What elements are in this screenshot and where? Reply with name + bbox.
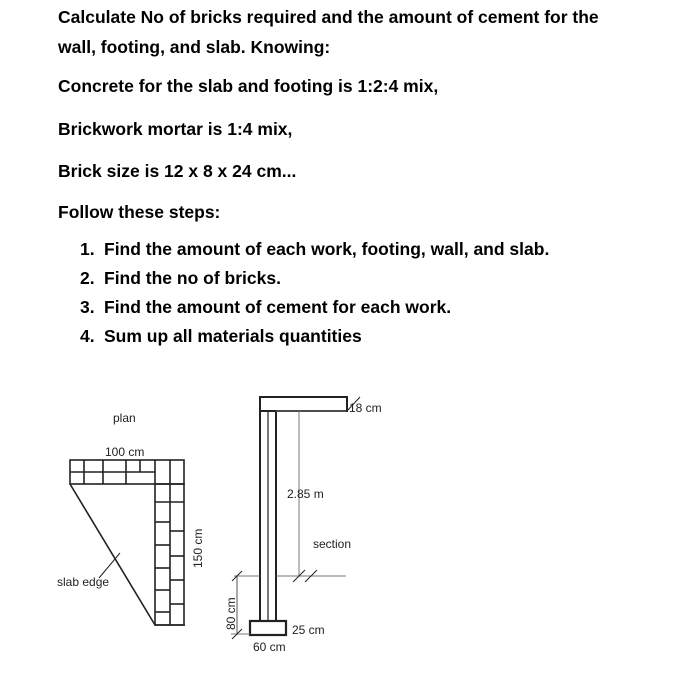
step-number: 2. <box>80 268 95 288</box>
steps-list <box>80 238 549 354</box>
step-text: Sum up all materials quantities <box>104 326 362 346</box>
question-line-2: wall, footing, and slab. Knowing: <box>58 37 331 57</box>
step-number: 3. <box>80 297 95 317</box>
question-line-1: Calculate No of bricks required and the amount of cement for the <box>58 7 599 27</box>
section-slab <box>260 397 347 411</box>
slab-edge-line <box>70 484 155 625</box>
step-text: Find the no of bricks. <box>104 268 281 288</box>
slab-edge-label: slab edge <box>57 575 110 589</box>
section-title: section <box>313 537 352 551</box>
steps-intro: Follow these steps: <box>58 202 221 222</box>
condition-mortar-mix: Brickwork mortar is 1:4 mix, <box>58 119 293 139</box>
footing-depth-label: 80 cm <box>224 597 238 630</box>
step-item <box>80 296 549 325</box>
structure-drawing <box>0 380 700 670</box>
step-number: 4. <box>80 326 95 346</box>
section-footing <box>250 621 286 635</box>
plan-title: plan <box>113 411 136 425</box>
plan-view <box>70 460 185 625</box>
step-item <box>80 267 549 296</box>
step-item <box>80 238 549 267</box>
step-text: Find the amount of cement for each work. <box>104 297 452 317</box>
plan-top-dimension: 100 cm <box>105 445 145 459</box>
plan-side-dimension: 150 cm <box>191 528 205 568</box>
step-item <box>80 325 549 354</box>
condition-concrete-mix: Concrete for the slab and footing is 1:2:4 mix, <box>58 76 439 96</box>
section-view <box>231 397 360 639</box>
wall-height-label: 2.85 m <box>287 487 324 501</box>
footing-thickness-label: 25 cm <box>292 623 325 637</box>
footing-width-label: 60 cm <box>253 640 286 654</box>
slab-thickness-label: 18 cm <box>349 401 382 415</box>
step-number: 1. <box>80 239 95 259</box>
step-text: Find the amount of each work, footing, wall, and slab. <box>104 239 550 259</box>
condition-brick-size: Brick size is 12 x 8 x 24 cm... <box>58 161 297 181</box>
